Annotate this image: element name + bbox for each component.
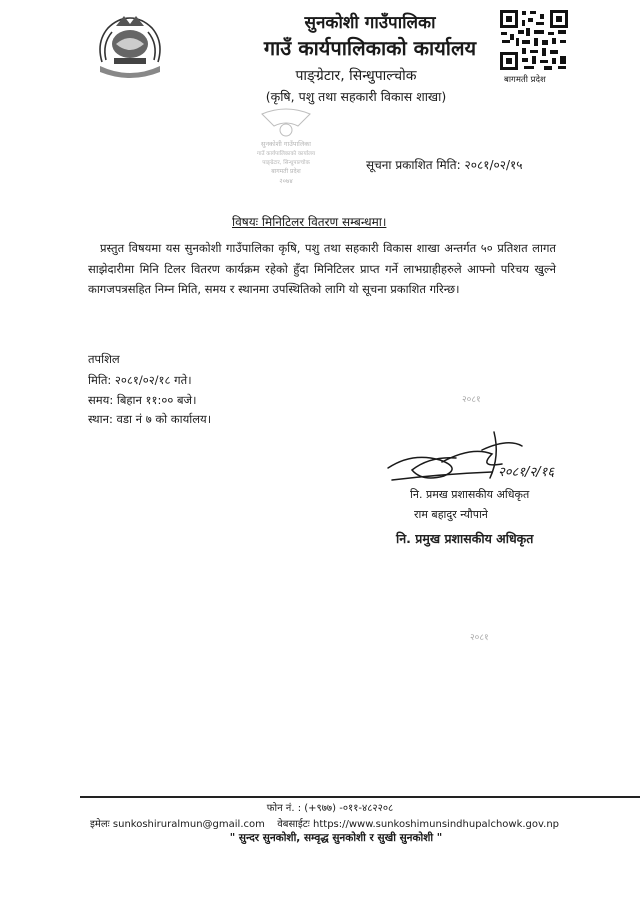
stamp-line-4: बागमती प्रदेश bbox=[271, 168, 301, 175]
signatory-title: नि. प्रमख प्रशासकीय अधिकृत bbox=[410, 488, 530, 501]
municipality-name: सुनकोशी गाउँपालिका bbox=[304, 13, 436, 33]
stamp-line-2: गाउँ कार्यपालिकाको कार्यालय bbox=[256, 151, 316, 157]
footer-phone: फोन नं. : (+९७७) -०११-४८२२०८ bbox=[266, 803, 394, 814]
details-date: मिति: २०८१/०२/१८ गते। bbox=[88, 373, 192, 387]
details-heading: तपशिल bbox=[88, 352, 120, 366]
section-name: (कृषि, पशु तथा सहकारी विकास शाखा) bbox=[265, 89, 447, 104]
signatory-stamp: नि. प्रमुख प्रशासकीय अधिकृत bbox=[396, 531, 534, 546]
faint-mark-1: २०८१ bbox=[462, 395, 481, 405]
publish-date-line bbox=[366, 156, 523, 173]
publish-date-label: सूचना प्रकाशित मिति: bbox=[366, 158, 461, 172]
handwritten-signature bbox=[382, 428, 570, 494]
signature-date: २०८१/२/१६ bbox=[498, 465, 555, 480]
signatory-name: राम बहादुर न्यौपाने bbox=[414, 508, 488, 521]
website-label: वेबसाईटः bbox=[277, 819, 310, 830]
stamp-line-3: पाङ्ग्रेटार, सिन्धुपाल्चोक bbox=[262, 160, 310, 166]
footer-divider bbox=[80, 796, 640, 798]
publish-date-value: २०८१/०२/१५ bbox=[464, 158, 523, 172]
office-stamp bbox=[240, 108, 332, 186]
details-place: स्थान: वडा नं ७ को कार्यालय। bbox=[88, 412, 212, 426]
office-address: पाङ्ग्रेटार, सिन्धुपाल्चोक bbox=[295, 68, 417, 84]
email-link[interactable]: sunkoshiruralmun@gmail.com bbox=[112, 819, 265, 830]
footer-slogan: " सुन्दर सुनकोशी, सम्वृद्ध सुनकोशी र सुखी सुनकोशी " bbox=[229, 832, 443, 844]
stamp-line-5: २०७४ bbox=[279, 177, 293, 185]
details-time: समय: बिहान ११:०० बजे। bbox=[88, 393, 197, 407]
footer-contact bbox=[90, 816, 559, 830]
office-name: गाउँ कार्यपालिकाको कार्यालय bbox=[263, 36, 477, 60]
website-link[interactable]: https://www.sunkoshimunsindhupalchowk.gov.np bbox=[313, 819, 560, 830]
email-label: इमेलः bbox=[90, 819, 110, 830]
province-label: बागमती प्रदेश bbox=[504, 75, 546, 85]
faint-mark-2: २०८१ bbox=[470, 633, 489, 643]
stamp-line-1: सुनकोशी गाउँपालिका bbox=[261, 140, 311, 148]
notice-body: प्रस्तुत विषयमा यस सुनकोशी गाउँपालिका कृषि, पशु तथा सहकारी विकास शाखा अन्तर्गत ५० प्रतिशत लागत साझेदारीमा मिनि टिलर वितरण कार्यक्रम रहेको हुँदा मिनिटिलर प्राप्त गर्ने लाभग्राहीहरुले आफ्नो परिचय खुल्ने कागजपत्रसहित निम्न मिति, समय र स्थानमा उपस्थितिको लागि यो सूचना प्रकाशित गरिन्छ। bbox=[88, 241, 556, 296]
notice-subject: विषयः मिनिटिलर वितरण सम्बन्धमा। bbox=[232, 215, 387, 229]
